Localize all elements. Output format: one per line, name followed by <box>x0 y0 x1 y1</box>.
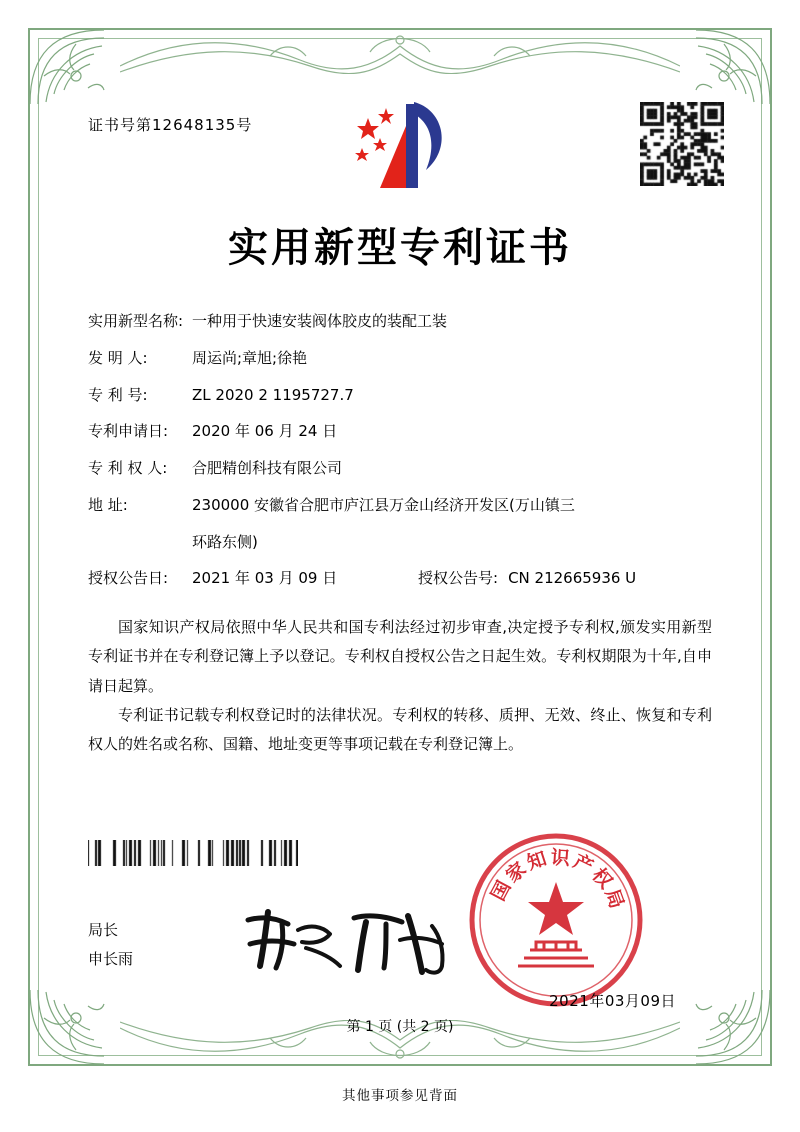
legal-paragraphs <box>88 613 712 759</box>
handwritten-signature <box>236 900 466 980</box>
field-application-date <box>88 413 712 450</box>
svg-text:产: 产 <box>569 850 597 879</box>
field-value: 合肥精创科技有限公司 <box>192 459 343 477</box>
field-grant-number <box>418 560 712 597</box>
certificate-content <box>70 92 730 759</box>
seal-date: 2021年03月09日 <box>549 992 676 1010</box>
legal-paragraph-1: 国家知识产权局依照中华人民共和国专利法经过初步审查,决定授予专利权,颁发实用新型专利证书并在专利登记簿上予以登记。专利权自授权公告之日起生效。专利权期限为十年,自申请日起算。 <box>88 618 712 695</box>
field-value: ZL 2020 2 1195727.7 <box>192 385 354 404</box>
svg-text:局: 局 <box>600 886 628 912</box>
field-label: 专利申请日: <box>88 422 169 441</box>
field-inventor <box>88 340 712 377</box>
top-scrollwork <box>120 26 680 74</box>
field-value: CN 212665936 U <box>508 569 637 588</box>
svg-text:国: 国 <box>487 877 516 905</box>
field-label: 专 利 权 人: <box>88 459 168 477</box>
director-title <box>88 916 133 973</box>
cnipa-logo-icon <box>340 96 460 196</box>
field-label: 专 利 号: <box>88 385 148 404</box>
header-row <box>70 92 730 212</box>
field-value: 一种用于快速安装阀体胶皮的装配工装 <box>192 312 448 330</box>
field-grant-date <box>88 560 418 597</box>
field-value: 230000 安徽省合肥市庐江县万金山经济开发区(万山镇三 <box>192 495 575 514</box>
field-value: 2021 年 03 月 09 日 <box>192 569 338 588</box>
field-label: 授权公告号: <box>418 569 499 588</box>
svg-text:识: 识 <box>550 846 571 870</box>
field-label: 发 明 人: <box>88 348 148 367</box>
svg-text:知: 知 <box>524 847 550 875</box>
certificate-number: 证书号第12648135号 <box>88 116 253 134</box>
svg-text:权: 权 <box>587 864 617 893</box>
field-label: 授权公告日: <box>88 569 169 588</box>
svg-text:家: 家 <box>501 857 531 888</box>
field-patentee <box>88 450 712 487</box>
qr-code-icon <box>640 102 724 186</box>
field-value: 周运尚;章旭;徐艳 <box>192 348 308 367</box>
footnote: 其他事项参见背面 <box>342 1088 458 1104</box>
field-label: 实用新型名称: <box>88 312 184 330</box>
signature-zone <box>88 840 730 1030</box>
page-number: 第 1 页 (共 2 页) <box>346 1019 454 1035</box>
field-address-line2: 环路东侧) <box>192 532 258 551</box>
page-title: 实用新型专利证书 <box>228 225 572 271</box>
legal-paragraph-2: 专利证书记载专利权登记时的法律状况。专利权的转移、质押、无效、终止、恢复和专利权人的姓名或名称、国籍、地址变更等事项记载在专利登记簿上。 <box>88 705 712 753</box>
barcode-icon <box>88 840 298 866</box>
field-list <box>88 303 712 597</box>
field-patent-number <box>88 377 712 414</box>
field-label: 地 址: <box>88 495 128 514</box>
director-label: 局长 <box>88 921 119 939</box>
field-utility-model-name <box>88 303 712 340</box>
official-seal-icon <box>466 830 646 1010</box>
field-grant-row <box>88 560 712 597</box>
director-name: 申长雨 <box>88 949 134 968</box>
field-value: 2020 年 06 月 24 日 <box>192 422 338 441</box>
field-address <box>88 487 712 524</box>
